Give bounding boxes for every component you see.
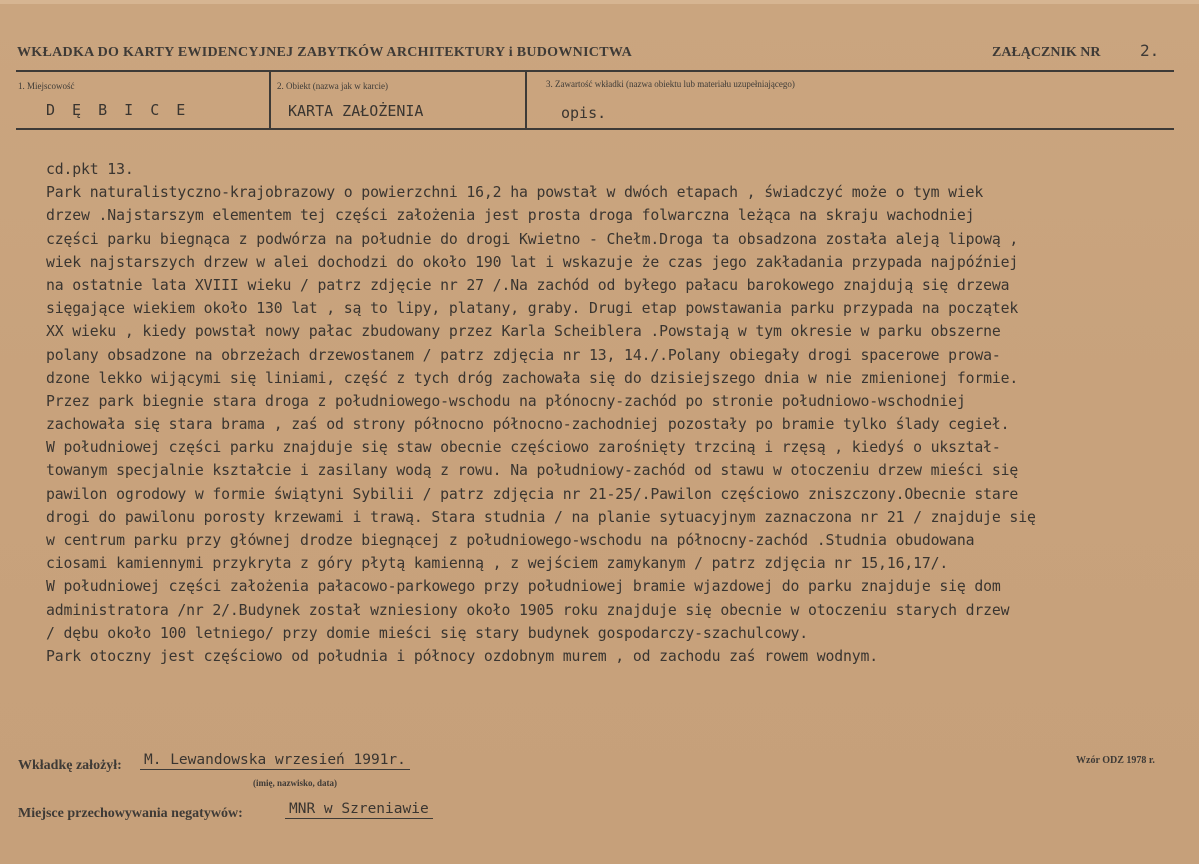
negatives-value: MNR w Szreniawie	[285, 801, 433, 819]
text-line: dzone lekko wijącymi się liniami, część z tych dróg zachowała się do dzisiejszego dnia w nie zmienionej formie.	[46, 369, 1019, 387]
text-line: ciosami kamiennymi przykryta z góry płytą kamienną , z wejściem zamykanym / patrz zdjęcia nr 15,16,17/.	[46, 555, 949, 573]
author-value: M. Lewandowska wrzesień 1991r.	[140, 752, 410, 770]
contents-value: opis.	[561, 104, 607, 122]
location-label: 1. Miejscowość	[18, 81, 75, 91]
text-line: zachowała się stara brama , zaś od strony północno północno-zachodniej pozostały po bramie tylko ślady cegieł.	[46, 416, 1010, 434]
text-line: drogi do pawilonu porosty krzewami i trawą. Stara studnia / na planie sytuacyjnym zaznaczona nr 21 / znajduje się	[46, 508, 1036, 526]
header-rule-top	[16, 70, 1174, 72]
text-line: Park naturalistyczno-krajobrazowy o powierzchni 16,2 ha powstał w dwóch etapach , świadczyć może o tym wiek	[46, 184, 984, 202]
text-line: na ostatnie lata XVIII wieku / patrz zdjęcie nr 27 /.Na zachód od byłego pałacu barokowego znajdują się drzewa	[46, 276, 1010, 294]
location-value: D Ę B I C E	[46, 101, 190, 119]
author-label: Wkładkę założył:	[18, 758, 122, 773]
text-line: pawilon ogrodowy w formie świątyni Sybilii / patrz zdjęcia nr 21-25/.Pawilon częściowo zniszczony.Obecnie stare	[46, 485, 1019, 503]
text-line: W południowej części parku znajduje się staw obecnie częściowo zarośnięty trzciną i rzęsą , kiedyś o ukształ-	[46, 439, 1001, 457]
form-title: WKŁADKA DO KARTY EWIDENCYJNEJ ZABYTKÓW ARCHITEKTURY i BUDOWNICTWA	[17, 45, 633, 60]
text-line: XX wieku , kiedy powstał nowy pałac zbudowany przez Karla Scheiblera .Powstają w tym okresie w parku obszerne	[46, 323, 1001, 341]
text-line: części parku biegnąca z podwórza na południe do drogi Kwietno - Chełm.Droga ta obsadzona została aleją lipową ,	[46, 230, 1019, 248]
negatives-label: Miejsce przechowywania negatywów:	[18, 806, 243, 821]
header-rule-bottom	[16, 128, 1174, 130]
field-divider-1	[269, 72, 271, 128]
text-line: w centrum parku przy głównej drodze biegnącej z południowego-wschodu na północny-zachód .Studnia obudowana	[46, 532, 975, 549]
object-label: 2. Obiekt (nazwa jak w karcie)	[277, 81, 388, 91]
text-line: Przez park biegnie stara droga z południowego-wschodu na płónocny-zachód po stronie południowo-wschodniej	[46, 392, 966, 410]
text-line: Park otoczny jest częściowo od południa i północy ozdobnym murem , od zachodu zaś rowem wodnym.	[46, 647, 879, 665]
object-value: KARTA ZAŁOŻENIA	[288, 102, 424, 120]
author-note: (imię, nazwisko, data)	[253, 778, 337, 788]
text-line: polany obsadzone na obrzeżach drzewostanem / patrz zdjęcia nr 13, 14./.Polany obiegały drogi spacerowe prowa-	[46, 346, 1001, 364]
contents-label: 3. Zawartość wkładki (nazwa obiektu lub materiału uzupełniającego)	[546, 79, 795, 89]
annex-label: ZAŁĄCZNIK NR	[992, 45, 1101, 60]
text-line: sięgające wiekiem około 130 lat , są to lipy, platany, graby. Drugi etap powstawania parku przypada na początek	[46, 300, 1019, 318]
paper-top-edge	[0, 0, 1199, 4]
text-line: / dębu około 100 letniego/ przy domie mieści się stary budynek gospodarczy-szachulcowy.	[46, 624, 808, 642]
text-line: cd.pkt 13.	[46, 161, 134, 178]
annex-number: 2.	[1140, 41, 1160, 60]
text-line: drzew .Najstarszym elementem tej części założenia jest prosta droga folwarczna leżąca na skraju wachodniej	[46, 207, 975, 225]
text-line: W południowej części założenia pałacowo-parkowego przy południowej bramie wjazdowej do parku znajduje się dom	[46, 578, 1001, 596]
text-line: administratora /nr 2/.Budynek został wzniesiony około 1905 roku znajduje się obecnie w otoczeniu starych drzew	[46, 601, 1010, 619]
text-line: wiek najstarszych drzew w alei dochodzi do około 190 lat i wskazuje że czas jego zakładania przypada najpóźniej	[46, 253, 1019, 271]
text-line: towanym specjalnie kształcie i zasilany wodą z rowu. Na południowy-zachód od stawu w otoczeniu drzew mieści się	[46, 462, 1019, 480]
field-divider-2	[525, 72, 527, 128]
form-code: Wzór ODZ 1978 r.	[1076, 755, 1155, 766]
description-text	[46, 158, 1186, 668]
